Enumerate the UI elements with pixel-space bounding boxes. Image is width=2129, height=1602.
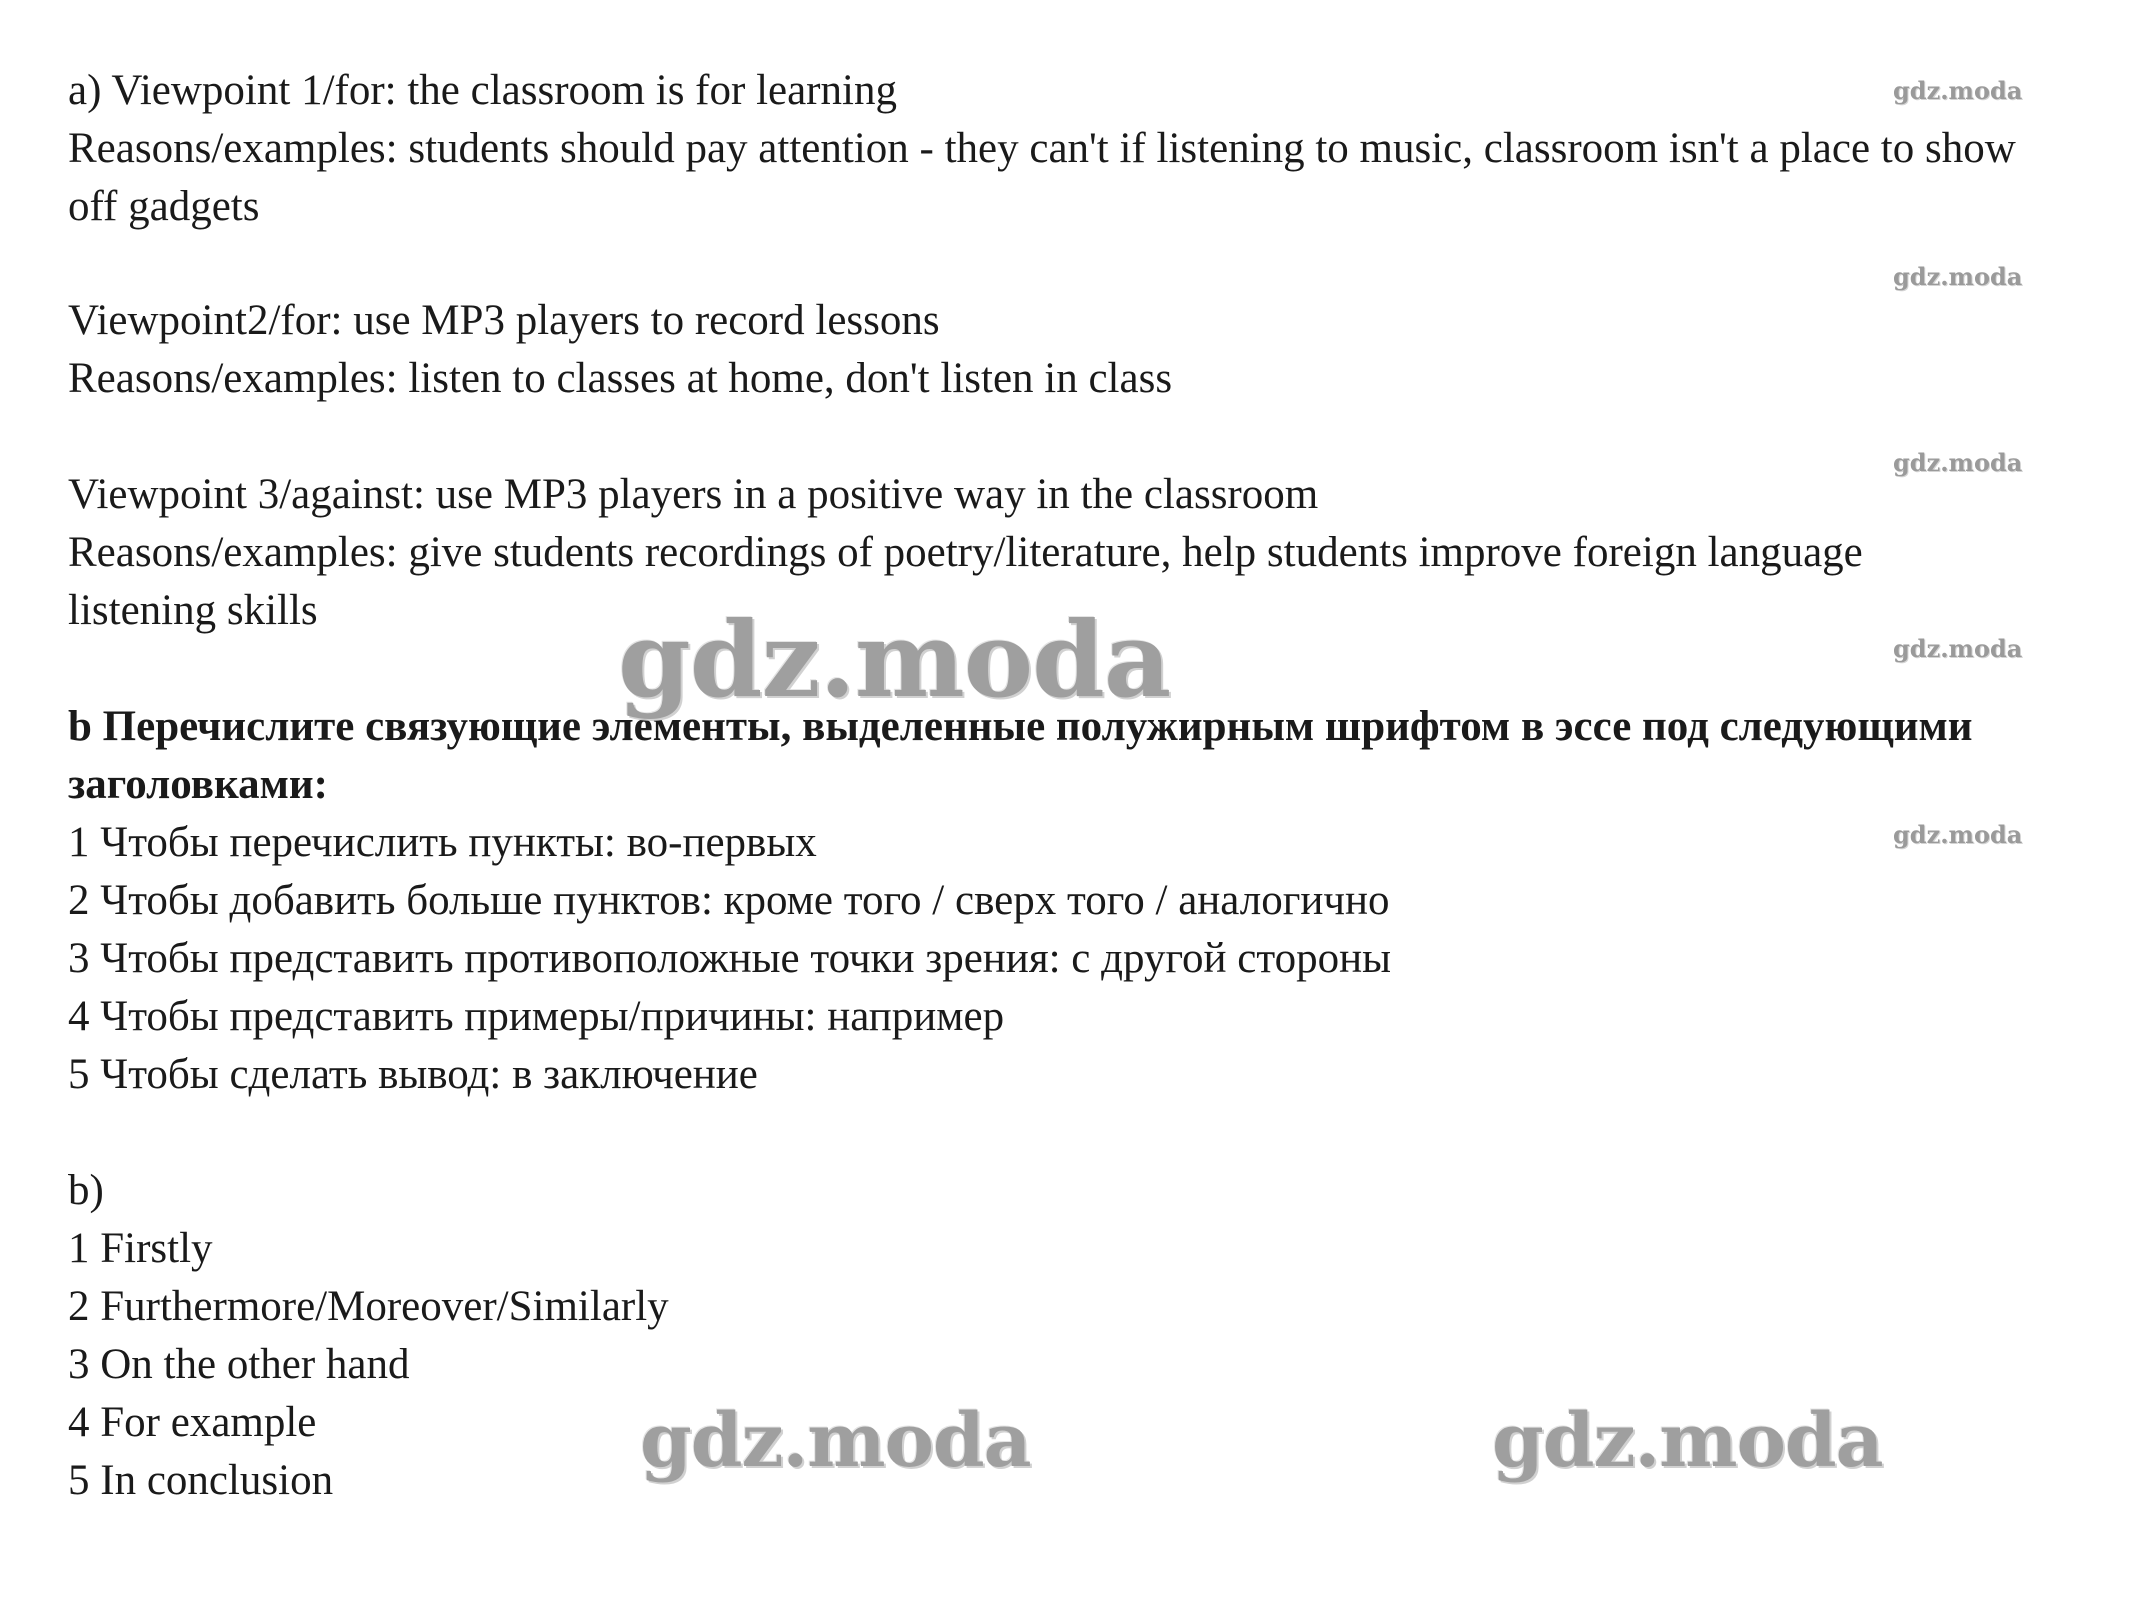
viewpoint-2-title: Viewpoint2/for: use MP3 players to record lessons bbox=[68, 297, 940, 344]
ru-list-item: 1 Чтобы перечислить пункты: во-первых bbox=[68, 819, 817, 866]
ru-list-item: 5 Чтобы сделать вывод: в заключение bbox=[68, 1051, 758, 1098]
ru-list-item: 4 Чтобы представить примеры/причины: например bbox=[68, 993, 1005, 1040]
section-b-heading: b Перечислите связующие элементы, выделенные полужирным шрифтом в эссе под следующими заголовками: bbox=[68, 703, 1973, 808]
viewpoint-1-title: a) Viewpoint 1/for: the classroom is for learning bbox=[68, 67, 897, 114]
section-b-en-label: b) bbox=[68, 1167, 104, 1214]
en-list-item: 2 Furthermore/Moreover/Similarly bbox=[68, 1283, 669, 1330]
watermark-small: gdz.moda bbox=[1893, 76, 2023, 105]
watermark-large: gdz.moda bbox=[618, 598, 1171, 721]
watermark-small: gdz.moda bbox=[1893, 448, 2023, 477]
watermark-small: gdz.moda bbox=[1893, 262, 2023, 291]
en-list-item: 1 Firstly bbox=[68, 1225, 213, 1272]
viewpoint-3-title: Viewpoint 3/against: use MP3 players in a positive way in the classroom bbox=[68, 471, 1319, 518]
document-body bbox=[68, 62, 2048, 1510]
spacer bbox=[68, 408, 2048, 466]
en-list-item: 5 In conclusion bbox=[68, 1457, 334, 1504]
ru-list-item: 2 Чтобы добавить больше пунктов: кроме того / сверх того / аналогично bbox=[68, 877, 1390, 924]
spacer bbox=[68, 1104, 2048, 1162]
watermark-small: gdz.moda bbox=[1893, 634, 2023, 663]
viewpoint-3-reasons: Reasons/examples: give students recordings of poetry/literature, help students improve foreign language listening skills bbox=[68, 529, 1863, 634]
en-list-item: 4 For example bbox=[68, 1399, 317, 1446]
viewpoint-1-reasons: Reasons/examples: students should pay attention - they can't if listening to music, classroom isn't a place to show off gadgets bbox=[68, 125, 2016, 230]
watermark-small: gdz.moda bbox=[1893, 820, 2023, 849]
spacer bbox=[68, 236, 2048, 294]
viewpoint-2-reasons: Reasons/examples: listen to classes at home, don't listen in class bbox=[68, 355, 1173, 402]
ru-list-item: 3 Чтобы представить противоположные точки зрения: с другой стороны bbox=[68, 935, 1391, 982]
watermark-large: gdz.moda bbox=[640, 1398, 1031, 1484]
en-list-item: 3 On the other hand bbox=[68, 1341, 410, 1388]
watermark-large: gdz.moda bbox=[1492, 1398, 1883, 1484]
